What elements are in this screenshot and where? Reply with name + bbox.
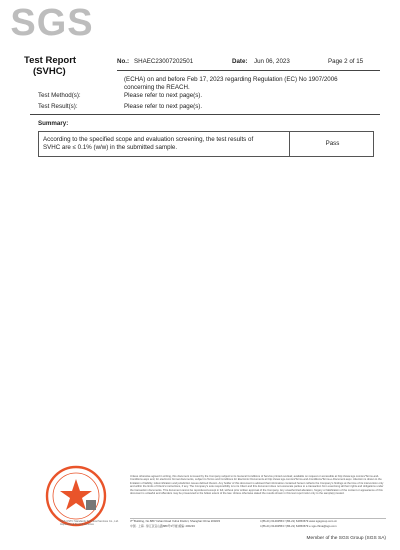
report-title: Test Report: [24, 55, 77, 66]
footer-address-en: 3ʳᵈ Building, No.889 Yishan Road Xuhui District, Shanghai China 200233: [130, 519, 221, 523]
footer-tel-cn: t (86-21) 61402553 f (86-21) 64953679 e sgs.china@sgs.com: [260, 524, 337, 528]
test-method-label: Test Method(s):: [38, 92, 81, 99]
intro-text-line1: (ECHA) on and before Feb 17, 2023 regarding Regulation (EC) No 1907/2006: [124, 76, 338, 83]
report-date-label: Date:: [232, 58, 248, 65]
report-no-label: No.:: [117, 58, 130, 65]
test-method-value: Please refer to next page(s).: [124, 92, 203, 99]
footer-org-line1: SGS-CSTC Standards Technical Services Co., Ltd.: [60, 520, 119, 523]
section-rule: [30, 114, 380, 115]
header-rule: [117, 70, 380, 71]
footer-tel-en: t (86-21) 61402553 f (86-21) 64953679 www.sgsgroup.com.cn: [260, 519, 338, 523]
footer-contacts: [130, 518, 386, 531]
svg-text:SGS: SGS: [10, 2, 94, 42]
footer-organization: [60, 520, 128, 526]
sgs-logo: [5, 2, 100, 42]
summary-text-line2: SVHC are ≤ 0.1% (w/w) in the submitted sample.: [43, 144, 178, 151]
footer-legal-text: Unless otherwise agreed in writing, this document is issued by the Company subject to its General Conditions of Service printed overleaf, available on request or accessible at http://www.sgs.com/en/Terms-and-Conditions.aspx and, for electronic format documents, subject to Terms and Conditions for Electronic Documents at http://www.sgs.com/en/Terms-and-Conditions/Terms-e-Document.aspx. Attention is drawn to the limitation of liability, indemnification and jurisdiction issues defined therein. Any holder of this document is advised that information contained hereon reflects the Company's findings at the time of its intervention only and within the limits of Client's instructions, if any. The Company's sole responsibility is to its Client and this document does not exonerate parties to a transaction from exercising all their rights and obligations under the transaction documents. This document cannot be reproduced except in full, without prior written approval of the Company. Any unauthorized alteration, forgery or falsification of the content or appearance of this document is unlawful and offenders may be prosecuted to the fullest extent of the law. Unless otherwise stated the results shown in this test report refer only to the sample(s) tested.: [130, 475, 384, 496]
summary-text-line1: According to the specified scope and evaluation screening, the test results of: [43, 136, 254, 143]
page-number: Page 2 of 15: [328, 58, 364, 65]
report-subtitle: (SVHC): [33, 66, 66, 77]
footer-org-line2: Inspection & Testing Services: [60, 523, 94, 527]
summary-label: Summary:: [38, 120, 69, 127]
intro-text-line2: concerning the REACH.: [124, 83, 190, 91]
member-note: Member of the SGS Group (SGS SA): [306, 536, 386, 541]
summary-table: [38, 131, 374, 157]
summary-result: Pass: [325, 140, 340, 147]
qr-code-icon: [86, 500, 96, 510]
test-result-value: Please refer to next page(s).: [124, 103, 203, 110]
report-date-value: Jun 06, 2023: [254, 58, 290, 65]
test-result-label: Test Result(s):: [38, 103, 78, 110]
footer-address-cn: 中国 · 上海 · 徐汇区宜山路889号3号楼 邮编: 200233: [130, 524, 195, 528]
summary-text: [43, 136, 287, 152]
report-no-value: SHAEC23007202501: [134, 58, 194, 65]
